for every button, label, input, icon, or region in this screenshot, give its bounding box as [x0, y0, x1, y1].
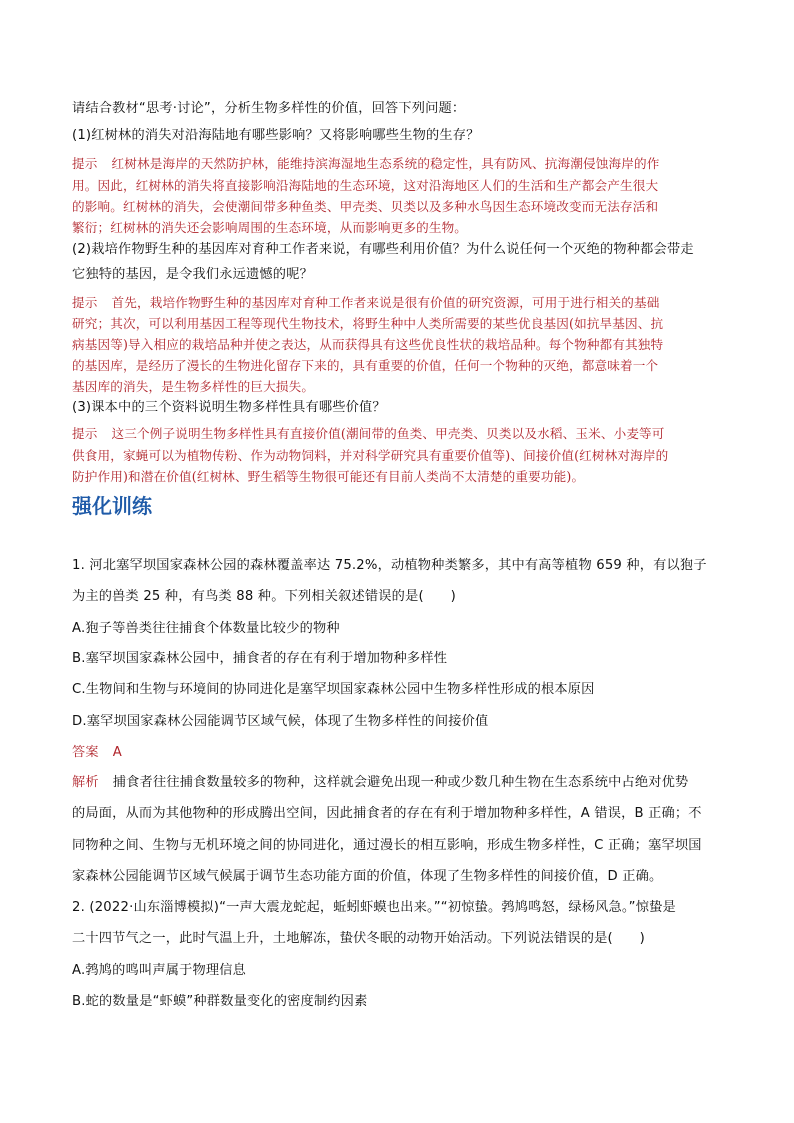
- hint-2-line: 研究；其次，可以利用基因工程等现代生物技术，将野生种中人类所需要的某些优良基因(如抗旱基因、抗: [72, 316, 664, 331]
- intro-text: 请结合教材“思考·讨论”，分析生物多样性的价值，回答下列问题：: [72, 101, 466, 116]
- question-stem: 2. (2022·山东淄博模拟)“一声大震龙蛇起，蚯蚓虾蟆也出来。”“初惊蛰。鹁鸠鸣怒，绿杨风急。”惊蛰是: [72, 900, 676, 915]
- question-1-prompt: (1)红树林的消失对沿海陆地有哪些影响？又将影响哪些生物的生存？: [72, 128, 480, 143]
- hint-label: 提示: [72, 156, 98, 171]
- hint-1-line: 用。因此，红树林的消失将直接影响沿海陆地的生态环境，这对沿海地区人们的生活和生产都会产生很大: [72, 178, 659, 193]
- answer-label: 答案: [72, 745, 99, 760]
- hint-1-line: 繁衍；红树林的消失还会影响周围的生态环境，从而影响更多的生物。: [72, 220, 468, 235]
- question-2-prompt: (2)栽培作物野生种的基因库对育种工作者来说，有哪些利用价值？为什么说任何一个灭绝的物种都会带走: [72, 242, 694, 257]
- option-a: A.狍子等兽类往往捕食个体数量比较少的物种: [72, 621, 340, 636]
- option-d: D.塞罕坝国家森林公园能调节区域气候，体现了生物多样性的间接价值: [72, 714, 489, 729]
- question-2-prompt: 它独特的基因，是令我们永远遗憾的呢？: [72, 267, 313, 282]
- option-c: C.生物间和生物与环境间的协同进化是塞罕坝国家森林公园中生物多样性形成的根本原因: [72, 682, 595, 697]
- option-b: B.塞罕坝国家森林公园中，捕食者的存在有利于增加物种多样性: [72, 651, 448, 666]
- analysis-line: 的局面，从而为其他物种的形成腾出空间，因此捕食者的存在有利于增加物种多样性，A 错误，B 正确；不: [72, 806, 702, 821]
- hint-3-line: 提示 这三个例子说明生物多样性具有直接价值(潮间带的鱼类、甲壳类、贝类以及水稻、玉米、小麦等可: [72, 426, 665, 441]
- answer-value: A: [112, 745, 123, 760]
- hint-1-line: 提示 红树林是海岸的天然防护林，能维持滨海湿地生态系统的稳定性，具有防风、抗海潮侵蚀海岸的作: [72, 156, 660, 171]
- hint-2-line: 基因库的消失，是生物多样性的巨大损失。: [72, 379, 315, 394]
- hint-2-line: 提示 首先，栽培作物野生种的基因库对育种工作者来说是很有价值的研究资源，可用于进行相关的基础: [72, 295, 660, 310]
- hint-label: 提示: [72, 295, 98, 310]
- answer-line: [72, 741, 722, 760]
- hint-2-line: 的基因库，是经历了漫长的生物进化留存下来的，具有重要的价值，任何一个物种的灭绝，都意味着一个: [72, 358, 659, 373]
- question-stem: 1. 河北塞罕坝国家森林公园的森林覆盖率达 75.2%，动植物种类繁多，其中有高等植物 659 种，有以狍子: [72, 558, 707, 573]
- hint-3-line: 供食用，家蝇可以为植物传粉、作为动物饲料，并对科学研究具有重要价值等)、间接价值(红树林对海岸的: [72, 448, 669, 463]
- hint-3-line: 防护作用)和潜在价值(红树林、野生稻等生物很可能还有目前人类尚不太清楚的重要功能)。: [72, 469, 585, 484]
- analysis-label: 解析: [72, 775, 99, 790]
- analysis-line: 家森林公园能调节区域气候属于调节生态功能方面的价值，体现了生物多样性的间接价值，D 正确。: [72, 869, 663, 884]
- option-b: B.蛇的数量是“虾蟆”种群数量变化的密度制约因素: [72, 994, 368, 1009]
- hint-2-line: 病基因等)导入相应的栽培品种并使之表达，从而获得具有这些优良性状的栽培品种。每个物种都有其独特: [72, 337, 664, 352]
- question-stem: 为主的兽类 25 种，有鸟类 88 种。下列相关叙述错误的是( ): [72, 589, 456, 604]
- analysis-line: 解析 捕食者往往捕食数量较多的物种，这样就会避免出现一种或少数几种生物在生态系统中占绝对优势: [72, 775, 689, 790]
- analysis-line: 同物种之间、生物与无机环境之间的协同进化，通过漫长的相互影响，形成生物多样性，C 正确；塞罕坝国: [72, 838, 702, 853]
- question-stem: 二十四节气之一，此时气温上升，土地解冻，蛰伏冬眠的动物开始活动。下列说法错误的是( ): [72, 931, 645, 946]
- hint-1-line: 的影响。红树林的消失，会使潮间带多种鱼类、甲壳类、贝类以及多种水鸟因生态环境改变而无法存活和: [72, 199, 659, 214]
- hint-label: 提示: [72, 426, 98, 441]
- option-a: A.鹁鸠的鸣叫声属于物理信息: [72, 963, 247, 978]
- question-3-prompt: (3)课本中的三个资料说明生物多样性具有哪些价值？: [72, 400, 386, 415]
- section-title: 强化训练: [72, 494, 152, 518]
